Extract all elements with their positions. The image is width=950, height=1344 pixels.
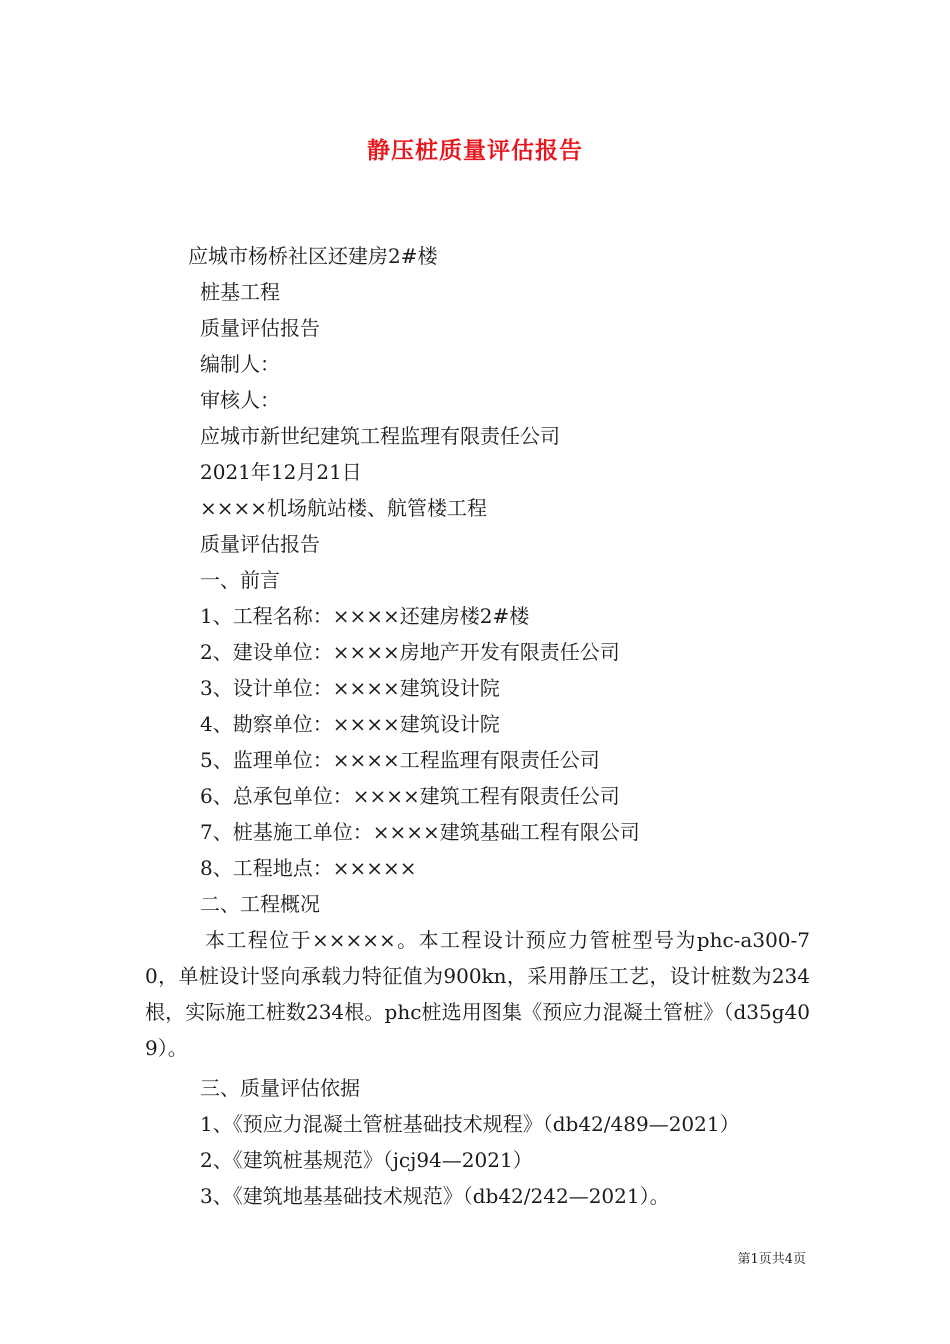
section-heading-basis: 三、质量评估依据 (200, 1076, 360, 1100)
section-heading-overview: 二、工程概况 (200, 892, 320, 916)
basis-item: 1、《预应力混凝土管桩基础技术规程》（db42/489—2021） (200, 1112, 740, 1136)
preface-item: 1、工程名称：××××还建房楼2#楼 (200, 604, 530, 628)
cover-reviewer: 审核人： (200, 388, 280, 412)
preface-item: 8、工程地点：××××× (200, 856, 417, 880)
basis-item: 2、《建筑桩基规范》（jcj94—2021） (200, 1148, 533, 1172)
cover-compiler: 编制人： (200, 352, 280, 376)
preface-item: 3、设计单位：××××建筑设计院 (200, 676, 500, 700)
second-project-title: ××××机场航站楼、航管楼工程 (200, 496, 488, 520)
preface-item: 4、勘察单位：××××建筑设计院 (200, 712, 500, 736)
cover-report-type: 质量评估报告 (200, 316, 320, 340)
basis-item: 3、《建筑地基基础技术规范》（db42/242—2021）。 (200, 1184, 670, 1208)
preface-item: 2、建设单位：××××房地产开发有限责任公司 (200, 640, 620, 664)
overview-paragraph: 本工程位于×××××。本工程设计预应力管桩型号为phc-a300-70，单桩设计竖向承载力特征值为900kn，采用静压工艺，设计桩数为234根，实际施工桩数234根。phc桩选用图集《预应力混凝土管桩》（d35g409）。 (145, 928, 810, 1060)
preface-item: 7、桩基施工单位：××××建筑基础工程有限公司 (200, 820, 640, 844)
preface-item: 6、总承包单位：××××建筑工程有限责任公司 (200, 784, 620, 808)
preface-item: 5、监理单位：××××工程监理有限责任公司 (200, 748, 600, 772)
cover-subject: 桩基工程 (200, 280, 280, 304)
cover-project: 应城市杨桥社区还建房2#楼 (188, 244, 438, 268)
page-number: 第1页共4页 (737, 1252, 806, 1267)
section-heading-preface: 一、前言 (200, 568, 280, 592)
second-report-type: 质量评估报告 (200, 532, 320, 556)
cover-company: 应城市新世纪建筑工程监理有限责任公司 (200, 424, 560, 448)
document-title: 静压桩质量评估报告 (367, 137, 583, 164)
cover-date: 2021年12月21日 (200, 460, 362, 484)
